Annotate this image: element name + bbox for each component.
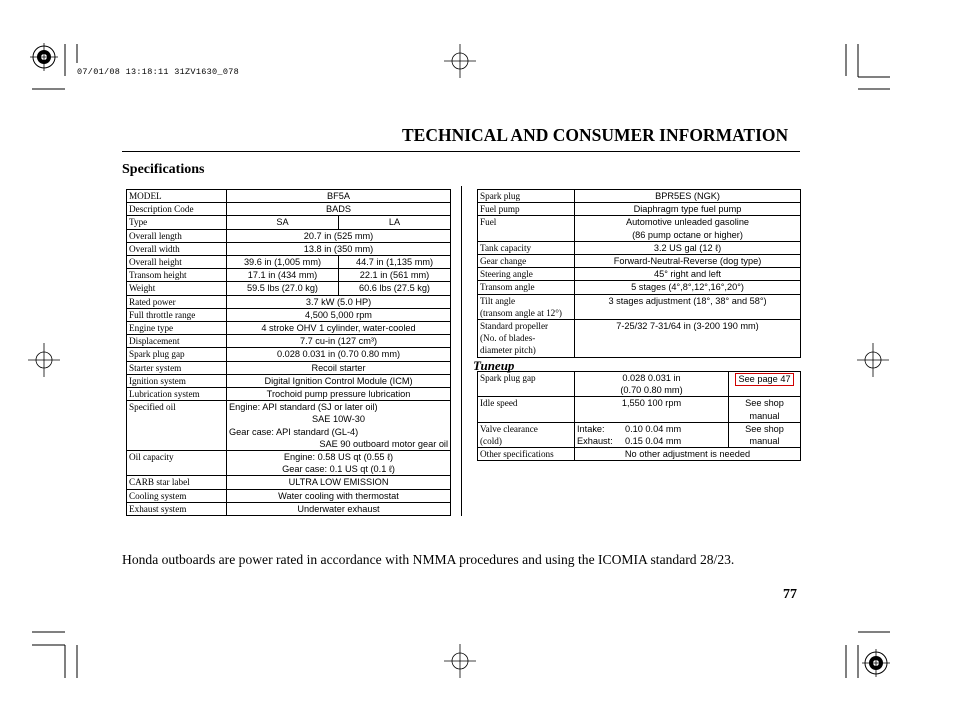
spec-ref-line: manual bbox=[749, 436, 780, 447]
spec-row bbox=[127, 242, 451, 255]
spec-value: Recoil starter bbox=[227, 361, 451, 374]
spec-row bbox=[127, 216, 451, 229]
spec-label-line: diameter pitch) bbox=[480, 345, 536, 356]
specifications-table-right bbox=[477, 189, 801, 358]
spec-row bbox=[127, 388, 451, 401]
spec-label-line: (No. of blades- bbox=[480, 333, 536, 344]
spec-label: Transom height bbox=[127, 269, 227, 282]
spec-value: BPR5ES (NGK) bbox=[575, 190, 801, 203]
spec-value-line: (86 pump octane or higher) bbox=[632, 229, 743, 240]
tuneup-row-spark-gap bbox=[478, 372, 801, 397]
spec-value-line: (0.70 0.80 mm) bbox=[620, 385, 683, 396]
spec-ref-line: See shop bbox=[745, 423, 784, 434]
spec-label: Weight bbox=[127, 282, 227, 295]
spec-label bbox=[478, 422, 575, 447]
title-rule bbox=[122, 151, 800, 152]
spec-value: 4,500 5,000 rpm bbox=[227, 308, 451, 321]
spec-row-tilt bbox=[478, 294, 801, 319]
tuneup-row-other bbox=[478, 448, 801, 461]
spec-value: 0.028 0.031 in (0.70 0.80 mm) bbox=[227, 348, 451, 361]
spec-label-line: Valve clearance bbox=[480, 423, 538, 434]
spec-row-transom-angle bbox=[478, 281, 801, 294]
spec-row bbox=[127, 451, 451, 476]
spec-label: Lubrication system bbox=[127, 388, 227, 401]
spec-label: Oil capacity bbox=[127, 451, 227, 476]
spec-row-gear-change bbox=[478, 255, 801, 268]
spec-value: Forward-Neutral-Reverse (dog type) bbox=[575, 255, 801, 268]
spec-row-tank bbox=[478, 241, 801, 254]
spec-row bbox=[127, 374, 451, 387]
see-page-link[interactable]: See page 47 bbox=[735, 373, 793, 386]
spec-value: 7.7 cu-in (127 cm³) bbox=[227, 335, 451, 348]
spec-label: Spark plug gap bbox=[127, 348, 227, 361]
spec-label: Gear change bbox=[478, 255, 575, 268]
page-number: 77 bbox=[783, 587, 797, 602]
spec-value: Digital Ignition Control Module (ICM) bbox=[227, 374, 451, 387]
spec-row bbox=[127, 308, 451, 321]
spec-value-line: SAE 10W-30 bbox=[312, 414, 365, 425]
spec-label: Overall height bbox=[127, 256, 227, 269]
spec-row bbox=[127, 269, 451, 282]
print-slug: 07/01/08 13:18:11 31ZV1630_078 bbox=[77, 67, 240, 77]
spec-value bbox=[227, 401, 451, 451]
spec-value: 39.6 in (1,005 mm) bbox=[227, 256, 339, 269]
spec-label: Overall width bbox=[127, 242, 227, 255]
spec-value: ULTRA LOW EMISSION bbox=[227, 476, 451, 489]
spec-label: Overall length bbox=[127, 229, 227, 242]
spec-value: 60.6 lbs (27.5 kg) bbox=[339, 282, 451, 295]
intake-label: Intake: bbox=[577, 423, 605, 434]
spec-value: Trochoid pump pressure lubrication bbox=[227, 388, 451, 401]
spec-value: 5 stages (4°,8°,12°,16°,20°) bbox=[575, 281, 801, 294]
spec-value: 13.8 in (350 mm) bbox=[227, 242, 451, 255]
spec-label: Full throttle range bbox=[127, 308, 227, 321]
spec-value: 20.7 in (525 mm) bbox=[227, 229, 451, 242]
spec-value: BF5A bbox=[227, 190, 451, 203]
spec-label: Type bbox=[127, 216, 227, 229]
spec-value: 59.5 lbs (27.0 kg) bbox=[227, 282, 339, 295]
exhaust-value: 0.15 0.04 mm bbox=[625, 436, 682, 447]
spec-value-line: Automotive unleaded gasoline bbox=[625, 217, 750, 228]
spec-value: 3 stages adjustment (18°, 38° and 58°) bbox=[575, 294, 801, 319]
spec-value: No other adjustment is needed bbox=[575, 448, 801, 461]
tuneup-title: Tuneup bbox=[473, 358, 515, 373]
spec-value: 3.2 US gal (12 ℓ) bbox=[575, 241, 801, 254]
spec-value: Water cooling with thermostat bbox=[227, 489, 451, 502]
spec-row bbox=[127, 203, 451, 216]
spec-label: Description Code bbox=[127, 203, 227, 216]
spec-row-fuel bbox=[478, 216, 801, 241]
footnote: Honda outboards are power rated in accordance with NMMA procedures and using the ICOMIA standard 28/23. bbox=[122, 552, 735, 567]
spec-row-propeller bbox=[478, 320, 801, 358]
spec-value-line: Gear case: 0.1 US qt (0.1 ℓ) bbox=[282, 464, 395, 475]
spec-value: 4 stroke OHV 1 cylinder, water-cooled bbox=[227, 322, 451, 335]
spec-value: 3.7 kW (5.0 HP) bbox=[227, 295, 451, 308]
spec-label: Spark plug bbox=[478, 190, 575, 203]
spec-label: Displacement bbox=[127, 335, 227, 348]
crosshair-top bbox=[444, 44, 476, 78]
spec-label-line: (cold) bbox=[480, 436, 502, 447]
spec-ref bbox=[729, 397, 801, 422]
specifications-table-left bbox=[126, 189, 451, 516]
spec-row bbox=[127, 489, 451, 502]
spec-value bbox=[575, 372, 729, 397]
spec-row bbox=[127, 190, 451, 203]
spec-label: Rated power bbox=[127, 295, 227, 308]
spec-label: Starter system bbox=[127, 361, 227, 374]
spec-row bbox=[127, 476, 451, 489]
spec-row bbox=[127, 361, 451, 374]
spec-value: 44.7 in (1,135 mm) bbox=[339, 256, 451, 269]
spec-label: MODEL bbox=[127, 190, 227, 203]
spec-ref-line: See shop bbox=[745, 398, 784, 409]
spec-label: Other specifications bbox=[478, 448, 575, 461]
spec-label: Fuel pump bbox=[478, 203, 575, 216]
spec-value: 45° right and left bbox=[575, 268, 801, 281]
spec-row bbox=[127, 295, 451, 308]
spec-row bbox=[127, 282, 451, 295]
spec-label bbox=[478, 294, 575, 319]
spec-label: Cooling system bbox=[127, 489, 227, 502]
spec-row bbox=[127, 335, 451, 348]
spec-row bbox=[127, 229, 451, 242]
spec-ref bbox=[729, 422, 801, 447]
spec-value: Diaphragm type fuel pump bbox=[575, 203, 801, 216]
spec-label: Spark plug gap bbox=[478, 372, 575, 397]
spec-label: Engine type bbox=[127, 322, 227, 335]
spec-label: Exhaust system bbox=[127, 502, 227, 515]
spec-ref-line: manual bbox=[749, 410, 780, 421]
spec-value: 22.1 in (561 mm) bbox=[339, 269, 451, 282]
spec-value-line: Engine: API standard (SJ or later oil) bbox=[229, 402, 378, 413]
spec-value: BADS bbox=[227, 203, 451, 216]
spec-label: Steering angle bbox=[478, 268, 575, 281]
spec-row-spark-plug bbox=[478, 190, 801, 203]
tuneup-table bbox=[477, 371, 801, 461]
spec-row-fuel-pump bbox=[478, 203, 801, 216]
spec-value bbox=[227, 451, 451, 476]
spec-label: Fuel bbox=[478, 216, 575, 241]
spec-value-line: Gear case: API standard (GL-4) bbox=[229, 426, 359, 437]
spec-value: Underwater exhaust bbox=[227, 502, 451, 515]
spec-value-line: 0.028 0.031 in bbox=[622, 373, 681, 383]
spec-label-line: Standard propeller bbox=[480, 321, 549, 332]
spec-row bbox=[127, 401, 451, 451]
spec-label: Transom angle bbox=[478, 281, 575, 294]
spec-value: 7-25/32 7-31/64 in (3-200 190 mm) bbox=[575, 320, 801, 358]
spec-value bbox=[575, 216, 801, 241]
spec-value bbox=[575, 422, 729, 447]
column-divider bbox=[461, 186, 462, 516]
spec-label bbox=[478, 320, 575, 358]
spec-value: SA bbox=[227, 216, 339, 229]
spec-label-line: (transom angle at 12°) bbox=[480, 307, 562, 318]
spec-row-steering bbox=[478, 268, 801, 281]
page-title: TECHNICAL AND CONSUMER INFORMATION bbox=[402, 125, 789, 145]
spec-label: Specified oil bbox=[127, 401, 227, 451]
section-title: Specifications bbox=[122, 162, 205, 177]
spec-value-line: SAE 90 outboard motor gear oil bbox=[319, 438, 449, 449]
exhaust-label: Exhaust: bbox=[577, 436, 613, 447]
spec-label: Tank capacity bbox=[478, 241, 575, 254]
tuneup-row-valve bbox=[478, 422, 801, 447]
intake-value: 0.10 0.04 mm bbox=[625, 423, 682, 434]
spec-label: Idle speed bbox=[478, 397, 575, 422]
spec-row bbox=[127, 348, 451, 361]
spec-value: 17.1 in (434 mm) bbox=[227, 269, 339, 282]
spec-label-line: Tilt angle bbox=[480, 295, 516, 306]
spec-ref bbox=[729, 372, 801, 397]
spec-label: CARB star label bbox=[127, 476, 227, 489]
spec-value: 1,550 100 rpm bbox=[575, 397, 729, 422]
spec-value: LA bbox=[339, 216, 451, 229]
spec-row bbox=[127, 502, 451, 515]
spec-row bbox=[127, 256, 451, 269]
spec-value-line: Engine: 0.58 US qt (0.55 ℓ) bbox=[283, 452, 394, 463]
tuneup-row-idle bbox=[478, 397, 801, 422]
spec-row bbox=[127, 322, 451, 335]
spec-label: Ignition system bbox=[127, 374, 227, 387]
